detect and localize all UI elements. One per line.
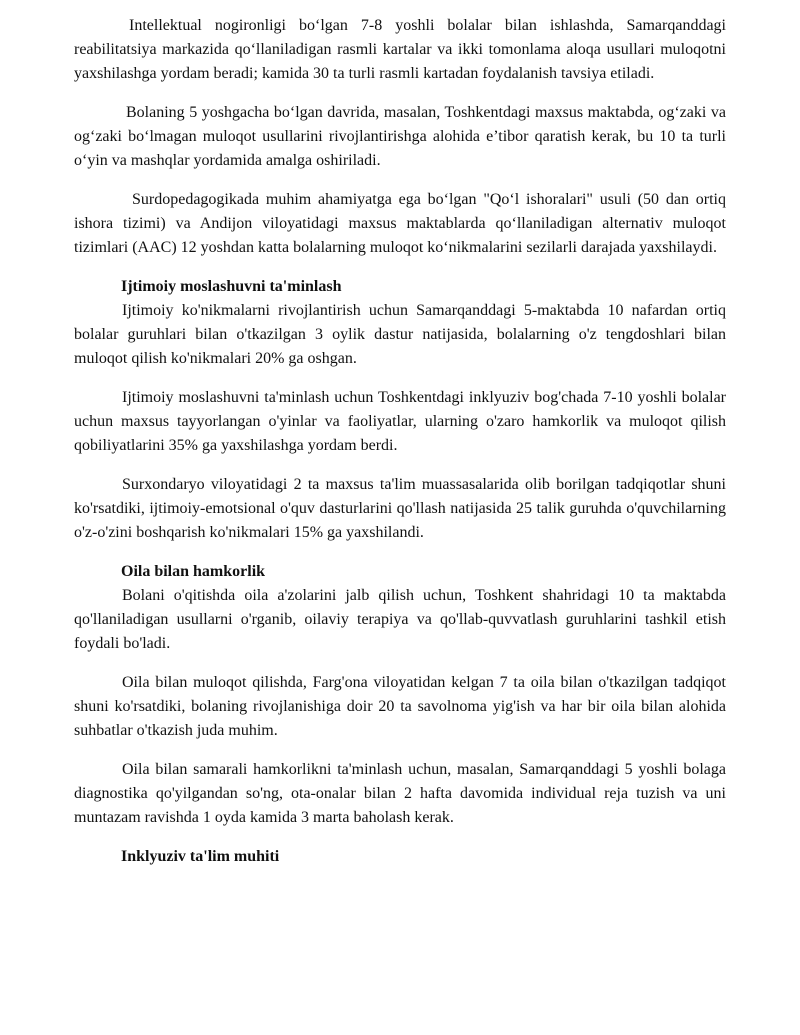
paragraph: Ijtimoiy ko'nikmalarni rivojlantirish uchun Samarqanddagi 5-maktabda 10 nafardan ortiq bolalar guruhlari bilan o'tkazilgan 3 oylik dastur natijasida, bolalarning o'z tengdoshlari bilan muloqot qilish ko'nikmalari 20% ga oshgan. bbox=[74, 302, 726, 367]
section-heading: Ijtimoiy moslashuvni ta'minlash bbox=[121, 278, 342, 295]
paragraph: Surxondaryo viloyatidagi 2 ta maxsus ta'lim muassasalarida olib borilgan tadqiqotlar shuni ko'rsatdiki, ijtimoiy-emotsional o'quv dasturlarini qo'llash natijasida 25 talik guruhda o'quvchilarning o'z-o'zini boshqarish ko'nikmalari 15% ga yaxshilandi. bbox=[74, 476, 726, 541]
paragraph: Surdopedagogikada muhim ahamiyatga ega bo‘lgan "Qo‘l ishoralari" usuli (50 dan ortiq ishora tizimi) va Andijon viloyatidagi maxsus maktablarda qo‘llaniladigan alternativ muloqot tizimlari (AAC) 12 yoshdan katta bolalarning muloqot ko‘nikmalarini sezilarli darajada yaxshilaydi. bbox=[74, 191, 726, 256]
paragraph: Bolaning 5 yoshgacha bo‘lgan davrida, masalan, Toshkentdagi maxsus maktabda, og‘zaki va og‘zaki bo‘lmagan muloqot usullarini rivojlantirishga alohida e’tibor qaratish kerak, bu 10 ta turli o‘yin va mashqlar yordamida amalga oshiriladi. bbox=[74, 104, 726, 169]
paragraph: Ijtimoiy moslashuvni ta'minlash uchun Toshkentdagi inklyuziv bog'chada 7-10 yoshli bolalar uchun maxsus tayyorlangan o'yinlar va faoliyatlar, ularning o'zaro hamkorlik va muloqot qilish qobiliyatlarini 35% ga yaxshilashga yordam berdi. bbox=[74, 389, 726, 454]
paragraph: Bolani o'qitishda oila a'zolarini jalb qilish uchun, Toshkent shahridagi 10 ta maktabda qo'llaniladigan usullarni o'rganib, oilaviy terapiya va qo'llab-quvvatlash guruhlarini tashkil etish foydali bo'ladi. bbox=[74, 587, 726, 652]
paragraph: Oila bilan muloqot qilishda, Farg'ona viloyatidan kelgan 7 ta oila bilan o'tkazilgan tadqiqot shuni ko'rsatdiki, bolaning rivojlanishiga doir 20 ta savolnoma yig'ish va har bir oila bilan alohida suhbatlar o'tkazish juda muhim. bbox=[74, 674, 726, 739]
paragraph: Intellektual nogironligi bo‘lgan 7-8 yoshli bolalar bilan ishlashda, Samarqanddagi reabilitatsiya markazida qo‘llaniladigan rasmli kartalar va ikki tomonlama aloqa usullari muloqotni yaxshilashga yordam beradi; kamida 30 ta turli rasmli kartadan foydalanish tavsiya etiladi. bbox=[74, 17, 726, 82]
section-heading: Inklyuziv ta'lim muhiti bbox=[121, 848, 280, 865]
paragraph: Oila bilan samarali hamkorlikni ta'minlash uchun, masalan, Samarqanddagi 5 yoshli bolaga diagnostika qo'yilgandan so'ng, ota-onalar bilan 2 hafta davomida individual reja tuzish va uni muntazam ravishda 1 oyda kamida 3 marta baholash kerak. bbox=[74, 761, 726, 826]
document-page bbox=[74, 14, 726, 869]
section-heading: Oila bilan hamkorlik bbox=[121, 563, 266, 580]
